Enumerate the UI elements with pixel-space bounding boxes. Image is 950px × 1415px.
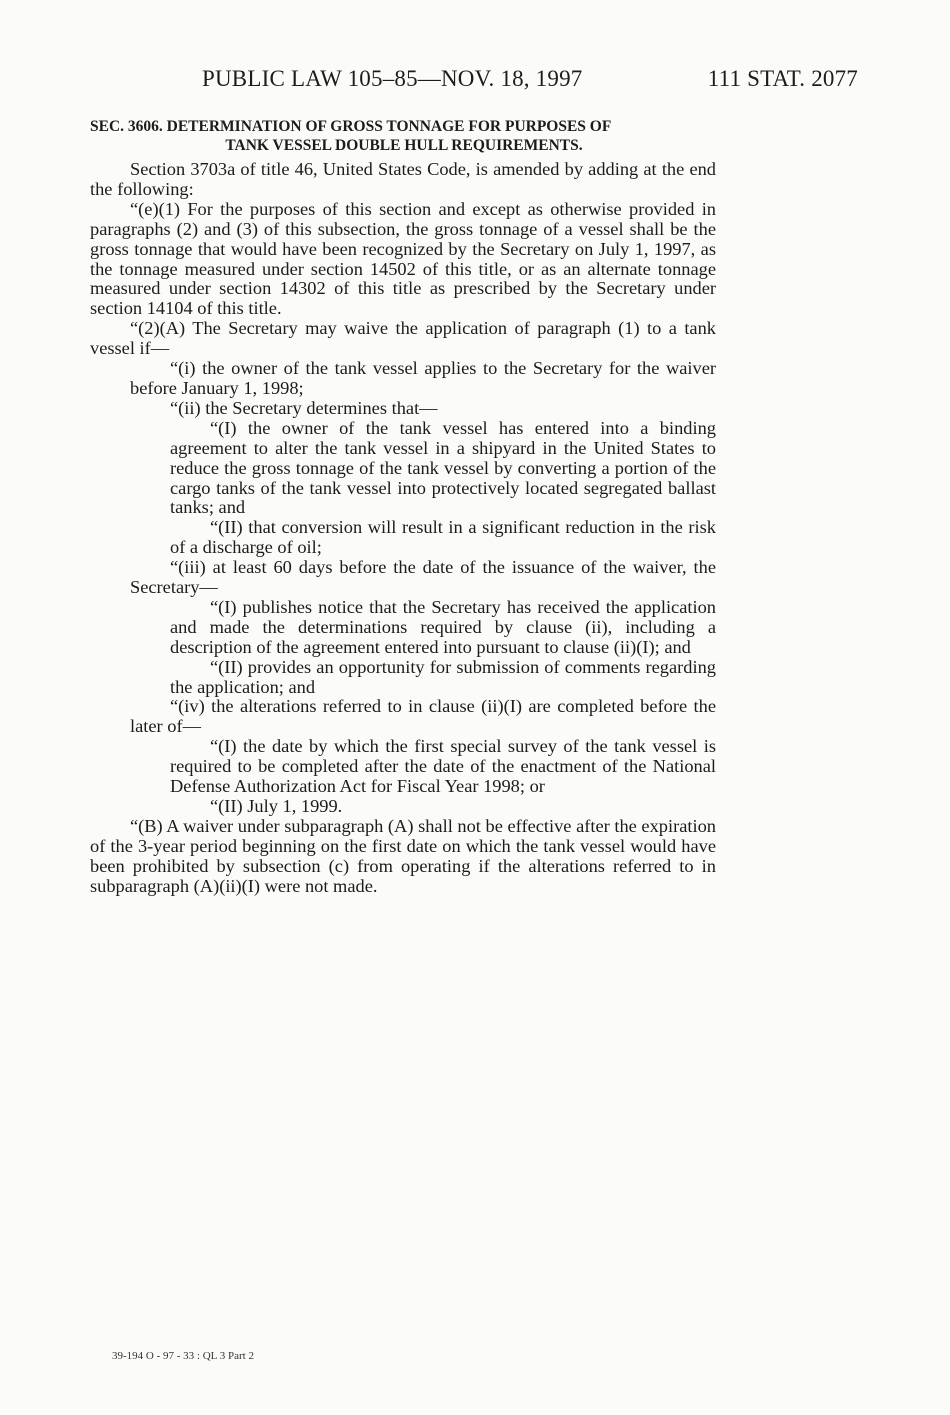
paragraph-2b: “(B) A waiver under subparagraph (A) shall not be effective after the expiration of the 3-year period beginning on the first date on which the tank vessel would have been prohibited by subsection (c) from operating if the alterations referred to in subparagraph (A)(ii)(I) were not made. xyxy=(90,815,716,896)
section-heading-line-1: SEC. 3606. DETERMINATION OF GROSS TONNAGE FOR PURPOSES OF xyxy=(90,118,612,135)
clause-iv: “(iv) the alterations referred to in clause (ii)(I) are completed before the later of— xyxy=(130,696,716,737)
section-heading xyxy=(90,117,718,155)
subclause-iv-I: “(I) the date by which the first special survey of the tank vessel is required to be completed after the date of the enactment of the National Defense Authorization Act for Fiscal Year 1998; or xyxy=(170,736,716,797)
section-heading-line-2: TANK VESSEL DOUBLE HULL REQUIREMENTS. xyxy=(225,137,583,154)
subclause-ii-II: “(II) that conversion will result in a significant reduction in the risk of a discharge of oil; xyxy=(170,517,716,558)
section-body xyxy=(90,160,716,897)
subclause-ii-I: “(I) the owner of the tank vessel has entered into a binding agreement to alter the tank vessel in a shipyard in the United States to reduce the gross tonnage of the tank vessel by converting a portion of the cargo tanks of the tank vessel into protectively located segregated ballast tanks; and xyxy=(170,417,716,518)
print-code: 39-194 O - 97 - 33 : QL 3 Part 2 xyxy=(112,1350,254,1362)
intro-paragraph: Section 3703a of title 46, United States Code, is amended by adding at the end the following: xyxy=(90,159,716,199)
paragraph-e1: “(e)(1) For the purposes of this section and except as otherwise provided in paragraphs (2) and (3) of this subsection, the gross tonnage of a vessel shall be the gross tonnage that would have been recognized by the Secretary on July 1, 1997, as the tonnage measured under section 14502 of this title, or as an alternate tonnage measured under section 14302 of this title as prescribed by the Secretary under section 14104 of this title. xyxy=(90,198,716,319)
clause-ii: “(ii) the Secretary determines that— xyxy=(170,397,438,418)
subclause-iv-II: “(II) July 1, 1999. xyxy=(210,796,343,816)
clause-iii: “(iii) at least 60 days before the date of the issuance of the waiver, the Secretary— xyxy=(130,557,716,598)
paragraph-2a: “(2)(A) The Secretary may waive the application of paragraph (1) to a tank vessel if— xyxy=(90,318,716,359)
subclause-iii-II: “(II) provides an opportunity for submission of comments regarding the application; and xyxy=(170,656,716,697)
statute-reference: 111 STAT. 2077 xyxy=(707,66,858,91)
law-title: PUBLIC LAW 105–85—NOV. 18, 1997 xyxy=(202,66,583,91)
clause-i: “(i) the owner of the tank vessel applies to the Secretary for the waiver before January 1, 1998; xyxy=(130,358,716,398)
subclause-iii-I: “(I) publishes notice that the Secretary has received the application and made the determinations required by clause (ii), including a description of the agreement entered into pursuant to clause (ii)(I); and xyxy=(170,596,716,657)
